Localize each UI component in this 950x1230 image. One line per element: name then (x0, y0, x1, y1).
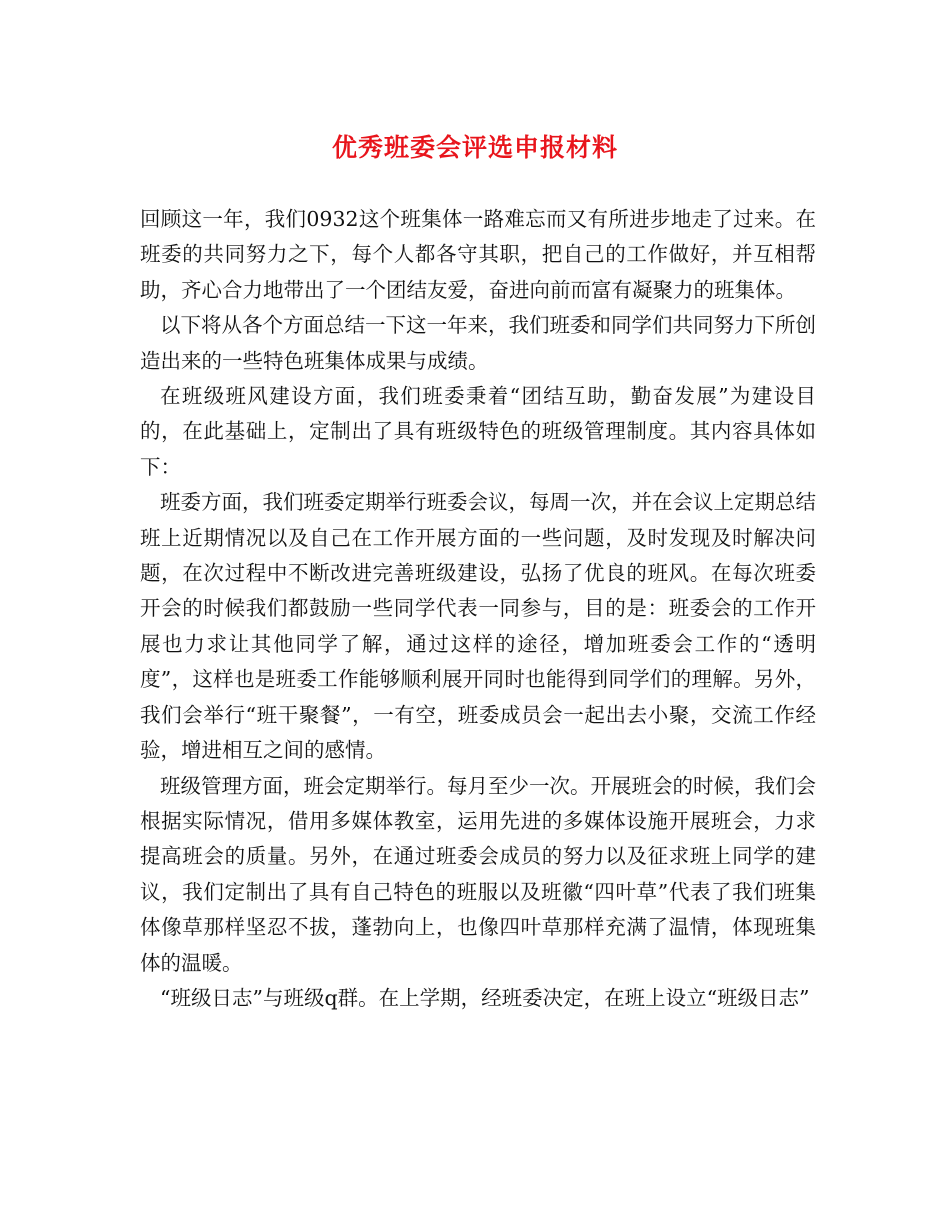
paragraph-class-log: “班级日志”与班级q群。在上学期，经班委决定，在班上设立“班级日志” (160, 985, 810, 1010)
paragraph-class-style: 在班级班风建设方面，我们班委秉着“团结互助，勤奋发展”为建设目的，在此基础上，定制出了具有班级特色的班级管理制度。其内容具体如下： (140, 384, 816, 479)
paragraph-class-management: 班级管理方面，班会定期举行。每月至少一次。开展班会的时候，我们会根据实际情况，借用多媒体教室，运用先进的多媒体设施开展班会，力求提高班会的质量。另外，在通过班委会成员的努力以及征求班上同学的建议，我们定制出了具有自己特色的班服以及班徽“四叶草”代表了我们班集体像草那样坚忍不拔，蓬勃向上，也像四叶草那样充满了温情，体现班集体的温暖。 (140, 773, 816, 975)
paragraph-overview: 以下将从各个方面总结一下这一年来，我们班委和同学们共同努力下所创造出来的一些特色班集体成果与成绩。 (140, 313, 816, 373)
paragraph-intro: 回顾这一年，我们0932这个班集体一路难忘而又有所进步地走了过来。在班委的共同努力之下，每个人都各守其职，把自己的工作做好，并互相帮助，齐心合力地带出了一个团结友爱，奋进向前而富有凝聚力的班集体。 (140, 207, 816, 302)
paragraph-committee: 班委方面，我们班委定期举行班委会议，每周一次，并在会议上定期总结班上近期情况以及自己在工作开展方面的一些问题，及时发现及时解决问题，在次过程中不断改进完善班级建设，弘扬了优良的班风。在每次班委开会的时候我们都鼓励一些同学代表一同参与，目的是：班委会的工作开展也力求让其他同学了解，通过这样的途径，增加班委会工作的“透明度”，这样也是班委工作能够顺利展开同时也能得到同学们的理解。另外，我们会举行“班干聚餐”，一有空，班委成员会一起出去小聚，交流工作经验，增进相互之间的感情。 (140, 490, 816, 763)
document-title: 优秀班委会评选申报材料 (331, 133, 618, 162)
document-body (140, 202, 816, 1016)
